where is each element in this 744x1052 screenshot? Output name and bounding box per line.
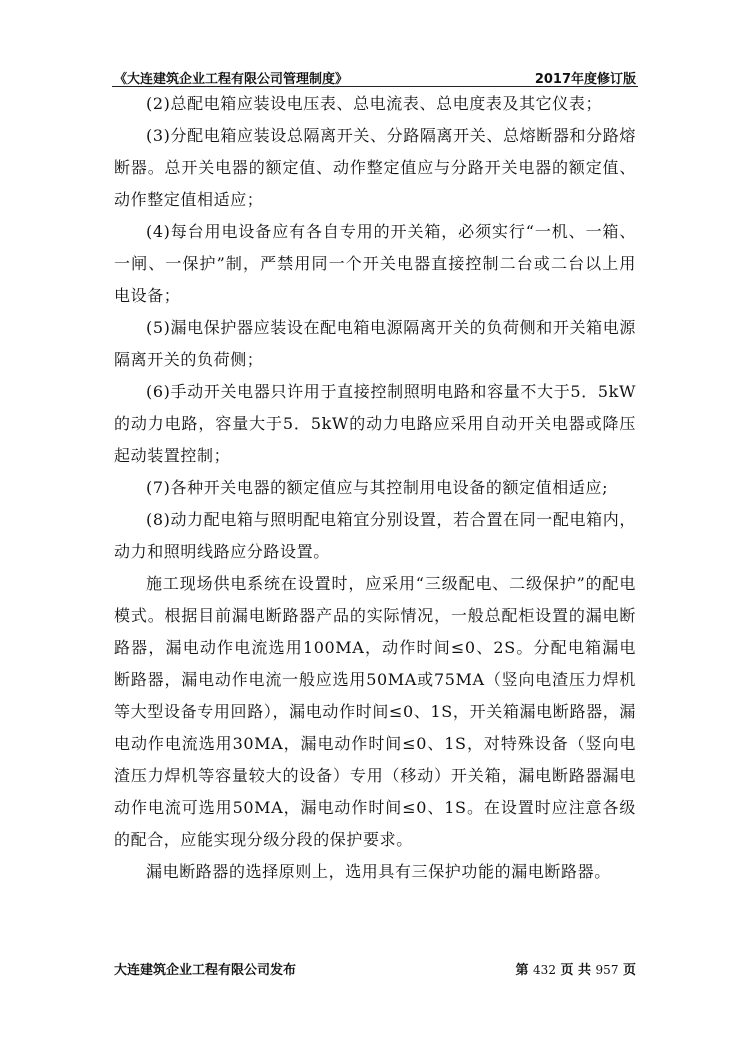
paragraph-power-system: 施工现场供电系统在设置时，应采用“三级配电、二级保护”的配电模式。根据目前漏电断路器产品的实际情况，一般总配柜设置的漏电断路器，漏电动作电流选用100MA，动作时间≤0、2S。分配电箱漏电断路器，漏电动作电流一般应选用50MA或75MA（竖向电渣压力焊机等大型设备专用回路），漏电动作时间≤0、1S，开关箱漏电断路器，漏电动作电流选用30MA，漏电动作时间≤0、1S，对特殊设备（竖向电渣压力焊机等容量较大的设备）专用（移动）开关箱，漏电断路器漏电动作电流可选用50MA，漏电动作时间≤0、1S。在设置时应注意各级的配合，应能实现分级分段的保护要求。 [114, 574, 636, 849]
page-total: 957 [595, 963, 619, 977]
page-footer [114, 959, 636, 981]
paragraph-breaker-selection: 漏电断路器的选择原则上，选用具有三保护功能的漏电断路器。 [146, 862, 611, 881]
header-edition: 2017年度修订版 [534, 72, 636, 87]
page-current: 432 [533, 963, 556, 977]
header-title: 《大连建筑企业工程有限公司管理制度》 [114, 72, 349, 87]
page-suffix: 页 [622, 963, 636, 978]
paragraph-item-6: (6)手动开关电器只许用于直接控制照明电路和容量不大于5．5kW的动力电路，容量大于5．5kW的动力电路应采用自动开关电器或降压起动装置控制； [114, 382, 636, 465]
page-prefix: 第 [515, 963, 529, 978]
paragraph-item-7: (7)各种开关电器的额定值应与其控制用电设备的额定值相适应; [146, 478, 609, 497]
paragraph-item-3: (3)分配电箱应装设总隔离开关、分路隔离开关、总熔断器和分路熔断器。总开关电器的额定值、动作整定值应与分路开关电器的额定值、动作整定值相适应； [114, 126, 636, 209]
document-body [114, 88, 636, 888]
paragraph-item-5: (5)漏电保护器应装设在配电箱电源隔离开关的负荷侧和开关箱电源隔离开关的负荷侧； [114, 318, 636, 369]
page-header [114, 64, 636, 88]
header-divider [112, 86, 638, 87]
paragraph-item-4: (4)每台用电设备应有各自专用的开关箱，必须实行“一机、一箱、一闸、一保护”制，严禁用同一个开关电器直接控制二台或二台以上用电设备； [114, 222, 636, 305]
paragraph-item-2: (2)总配电箱应装设电压表、总电流表、总电度表及其它仪表； [146, 94, 603, 113]
footer-publisher: 大连建筑企业工程有限公司发布 [114, 963, 297, 978]
paragraph-item-8: (8)动力配电箱与照明配电箱宜分别设置，若合置在同一配电箱内，动力和照明线路应分路设置。 [114, 510, 636, 561]
page-number [516, 959, 637, 978]
page-middle: 页 共 [560, 963, 592, 978]
